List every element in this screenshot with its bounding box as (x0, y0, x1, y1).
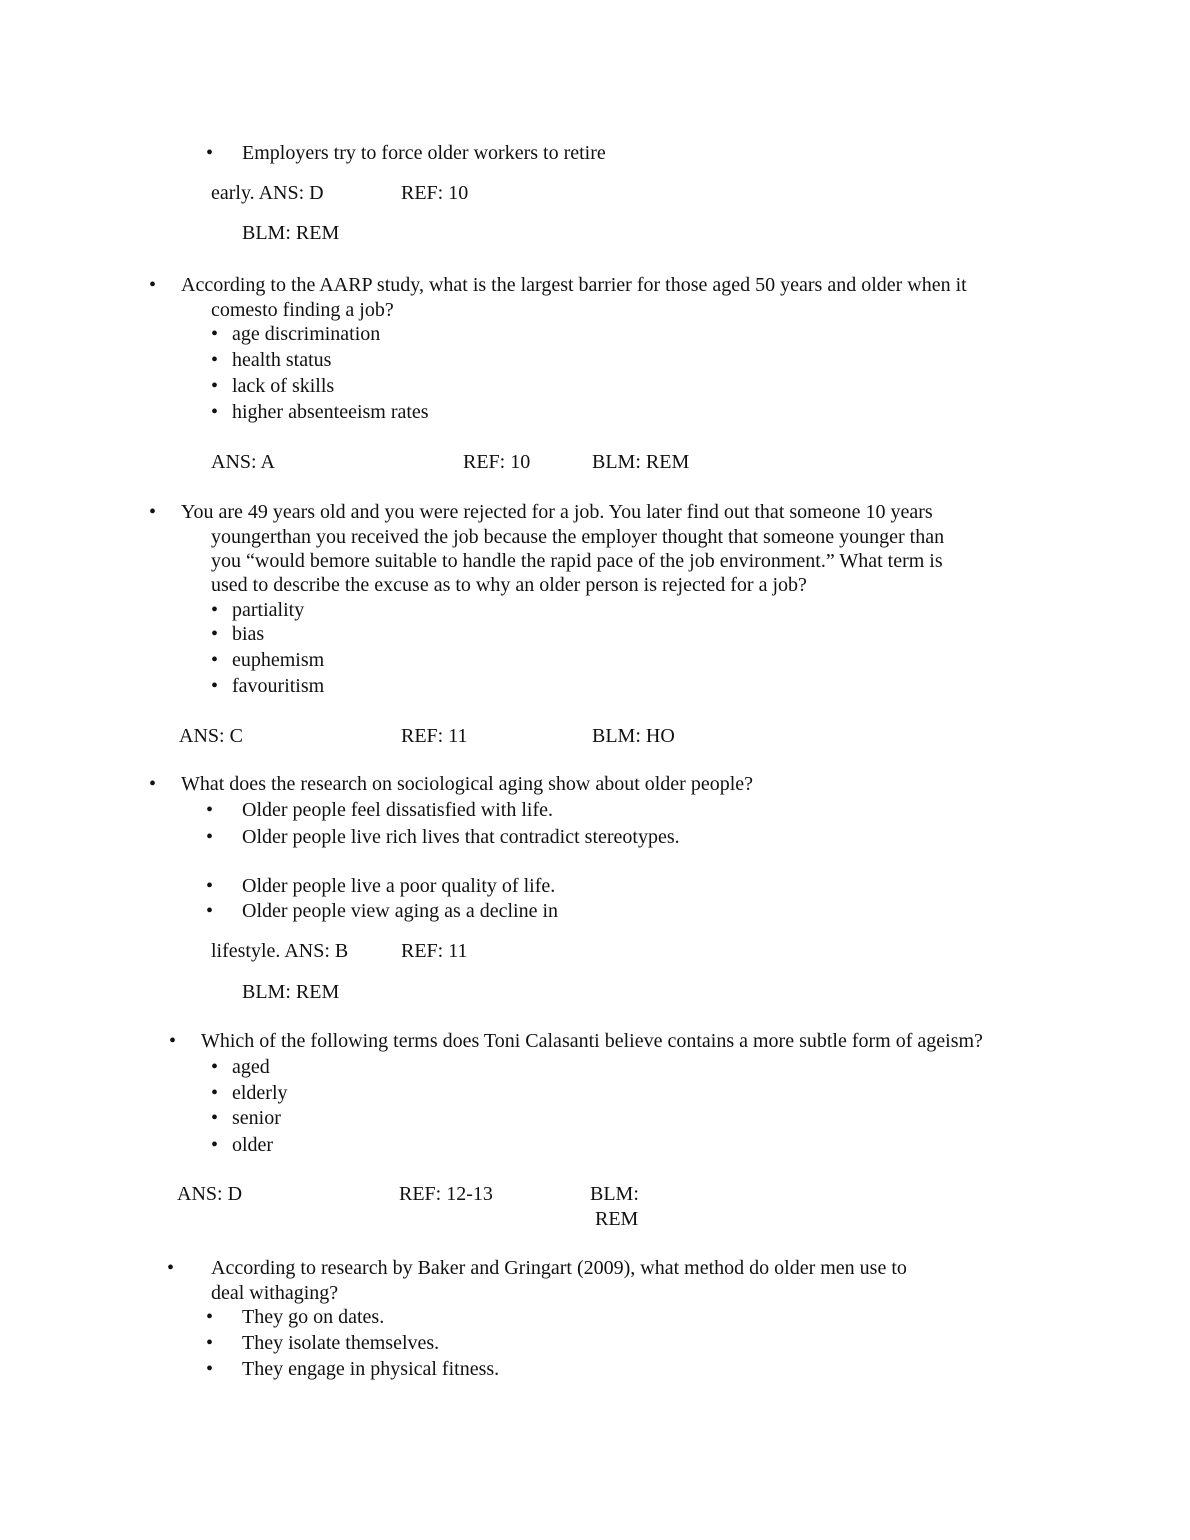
bullet: • (149, 501, 157, 523)
q3-option-a: Older people feel dissatisfied with life. (242, 799, 554, 821)
q1-option-d: higher absenteeism rates (232, 401, 429, 423)
q2-option-d: favouritism (232, 675, 325, 697)
q3-option-c: Older people live a poor quality of life. (242, 875, 556, 897)
q2-answer: ANS: C (179, 725, 243, 747)
q4-blm-label: BLM: (590, 1183, 639, 1205)
bullet: • (206, 900, 214, 922)
q3-option-b: Older people live rich lives that contradict stereotypes. (242, 826, 680, 848)
q4-option-c: senior (232, 1107, 281, 1129)
q3-ref: REF: 11 (401, 940, 468, 962)
q2-blm: BLM: HO (592, 725, 675, 747)
bullet: • (211, 1134, 219, 1156)
q4-answer: ANS: D (177, 1183, 243, 1205)
bullet: • (211, 649, 219, 671)
q0-blm: BLM: REM (242, 222, 340, 244)
q4-option-b: elderly (232, 1082, 288, 1104)
q4-stem-line1: Which of the following terms does Toni Calasanti believe contains a more subtle form of ageism? (201, 1030, 983, 1052)
q1-blm: BLM: REM (592, 451, 690, 473)
bullet: • (206, 875, 214, 897)
q3-stem-line1: What does the research on sociological aging show about older people? (181, 773, 754, 795)
q0-answer: early. ANS: D (211, 182, 324, 204)
q1-option-b: health status (232, 349, 332, 371)
q3-blm: BLM: REM (242, 981, 340, 1003)
q0-option-d: Employers try to force older workers to retire (242, 142, 606, 164)
q5-stem-line1: According to research by Baker and Gringart (2009), what method do older men use to (211, 1257, 907, 1279)
q4-option-d: older (232, 1134, 274, 1156)
q1-answer: ANS: A (211, 451, 275, 473)
q2-stem-line4: used to describe the excuse as to why an older person is rejected for a job? (211, 574, 807, 596)
q2-option-c: euphemism (232, 649, 325, 671)
q3-option-d: Older people view aging as a decline in (242, 900, 558, 922)
bullet: • (211, 1082, 219, 1104)
q5-option-b: They isolate themselves. (242, 1332, 440, 1354)
q2-option-b: bias (232, 623, 265, 645)
bullet: • (211, 323, 219, 345)
bullet: • (211, 675, 219, 697)
bullet: • (206, 1332, 214, 1354)
bullet: • (206, 142, 214, 164)
bullet: • (211, 375, 219, 397)
q1-option-c: lack of skills (232, 375, 335, 397)
bullet: • (211, 599, 219, 621)
bullet: • (206, 799, 214, 821)
bullet: • (149, 773, 157, 795)
q1-stem-line2: comesto finding a job? (211, 299, 394, 321)
bullet: • (211, 401, 219, 423)
q4-blm-value: REM (595, 1208, 639, 1230)
bullet: • (149, 274, 157, 296)
q5-stem-line2: deal withaging? (211, 1282, 339, 1304)
q1-ref: REF: 10 (463, 451, 531, 473)
bullet: • (206, 1306, 214, 1328)
q2-option-a: partiality (232, 599, 305, 621)
q3-answer: lifestyle. ANS: B (211, 940, 349, 962)
bullet: • (211, 1107, 219, 1129)
q4-ref: REF: 12-13 (399, 1183, 493, 1205)
q2-stem-line1: You are 49 years old and you were rejected for a job. You later find out that someone 10 years (181, 501, 933, 523)
q5-option-c: They engage in physical fitness. (242, 1358, 500, 1380)
bullet: • (211, 1056, 219, 1078)
q4-option-a: aged (232, 1056, 270, 1078)
q1-stem-line1: According to the AARP study, what is the largest barrier for those aged 50 years and older when it (181, 274, 967, 296)
q0-ref: REF: 10 (401, 182, 469, 204)
bullet: • (211, 349, 219, 371)
q1-option-a: age discrimination (232, 323, 381, 345)
bullet: • (169, 1030, 177, 1052)
bullet: • (206, 826, 214, 848)
q2-ref: REF: 11 (401, 725, 468, 747)
bullet: • (211, 623, 219, 645)
q2-stem-line2: youngerthan you received the job because the employer thought that someone younger than (211, 526, 945, 548)
q2-stem-line3: you “would bemore suitable to handle the rapid pace of the job environment.” What term is (211, 550, 943, 572)
q5-option-a: They go on dates. (242, 1306, 385, 1328)
bullet: • (167, 1257, 175, 1279)
bullet: • (206, 1358, 214, 1380)
